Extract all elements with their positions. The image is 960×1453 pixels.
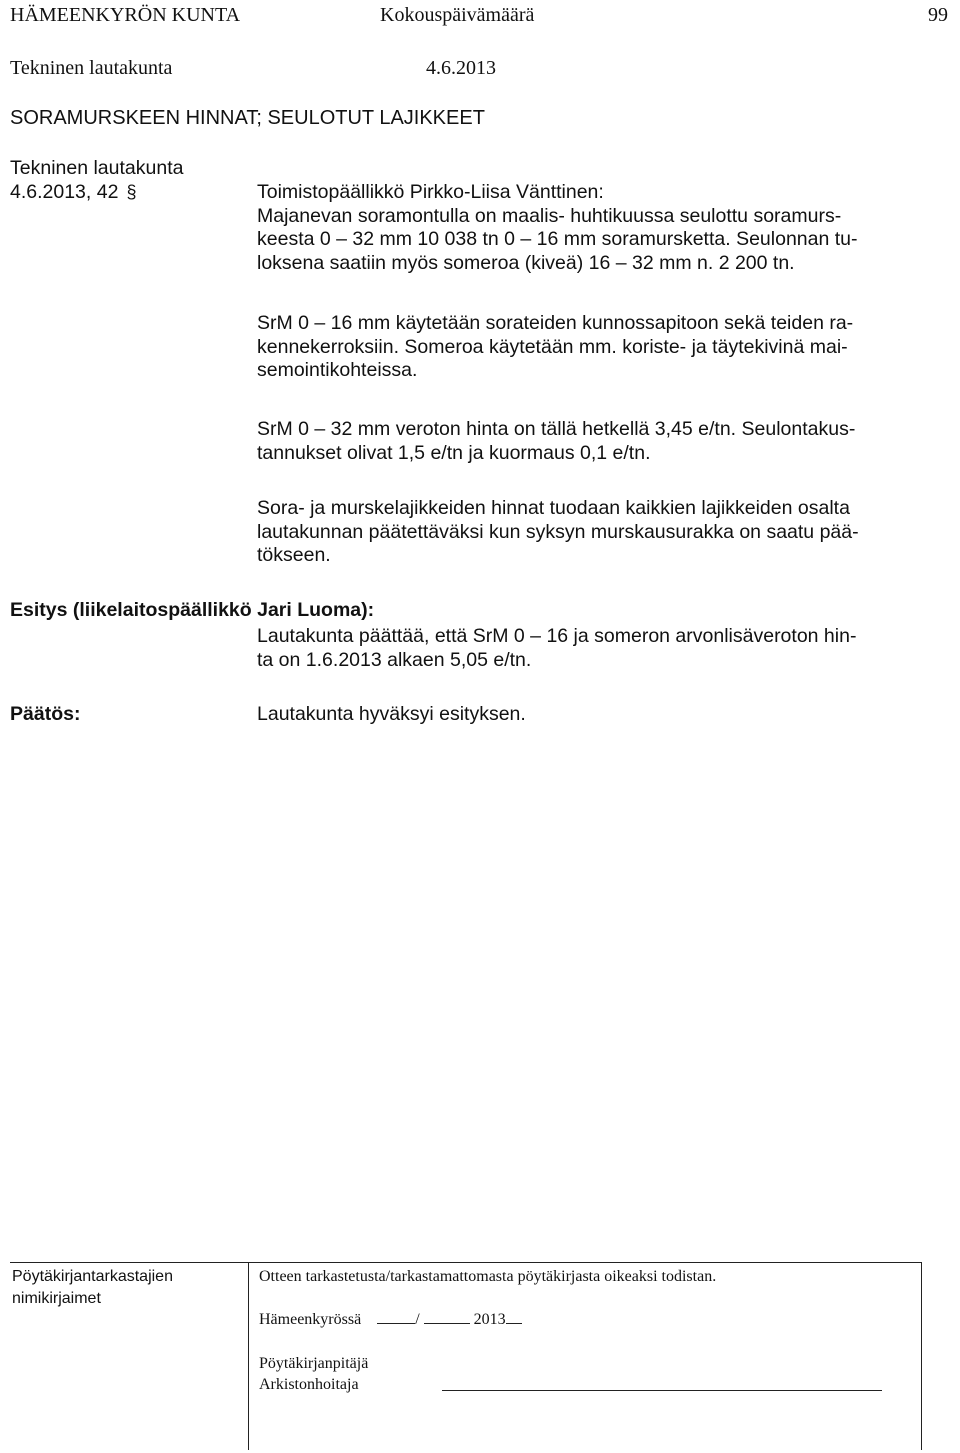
year-suffix-blank[interactable] bbox=[506, 1309, 522, 1324]
inspectors-initials-label-line1: Pöytäkirjantarkastajien bbox=[12, 1268, 173, 1285]
text-line: tökseen. bbox=[257, 544, 331, 566]
section-committee: Tekninen lautakunta bbox=[10, 157, 184, 179]
paragraph-future-prices bbox=[257, 497, 957, 568]
text-line: kennekerroksiin. Someroa käytetään mm. koriste- ja täytekivinä mai- bbox=[257, 335, 848, 358]
proposal-text bbox=[257, 625, 957, 672]
date-slash: / bbox=[415, 1311, 420, 1328]
paragraph-usage bbox=[257, 312, 957, 383]
text-line: tannukset olivat 1,5 e/tn ja kuormaus 0,1 e/tn. bbox=[257, 441, 651, 464]
section-ref-text: 4.6.2013, 42 bbox=[10, 181, 119, 203]
text-line: SrM 0 – 32 mm veroton hinta on tällä hetkellä 3,45 e/tn. Seulontakus- bbox=[257, 418, 856, 440]
text-line: Majanevan soramontulla on maalis- huhtikuussa seulottu soramurs- bbox=[257, 204, 842, 227]
text-line: semointikohteissa. bbox=[257, 359, 418, 381]
text-line: Lautakunta päättää, että SrM 0 – 16 ja someron arvonlisäveroton hin- bbox=[257, 625, 857, 647]
text-line: SrM 0 – 16 mm käytetään sorateiden kunnossapitoon sekä teiden ra- bbox=[257, 312, 854, 334]
text-line: Toimistopäällikkö Pirkko-Liisa Vänttinen: bbox=[257, 181, 604, 203]
certification-text: Otteen tarkastetusta/tarkastamattomasta pöytäkirjasta oikeaksi todistan. bbox=[259, 1268, 717, 1285]
role-archivist: Arkistonhoitaja bbox=[259, 1376, 359, 1393]
text-line: Sora- ja murskelajikkeiden hinnat tuodaan kaikkien lajikkeiden osalta bbox=[257, 497, 850, 519]
paragraph-price bbox=[257, 418, 957, 465]
proposal-label: Esitys (liikelaitospäällikkö Jari Luoma): bbox=[10, 599, 375, 621]
signature-box-divider bbox=[248, 1263, 249, 1450]
year-text: 2013 bbox=[473, 1311, 506, 1328]
meeting-date: 4.6.2013 bbox=[426, 57, 496, 79]
paragraph-intro bbox=[257, 181, 957, 275]
decision-text: Lautakunta hyväksyi esityksen. bbox=[257, 703, 526, 725]
text-line: ta on 1.6.2013 alkaen 5,05 e/tn. bbox=[257, 648, 532, 671]
text-line: lautakunnan päätettäväksi kun syksyn murskausurakka on saatu pää- bbox=[257, 520, 859, 543]
place-name: Hämeenkyrössä bbox=[259, 1311, 362, 1328]
month-blank[interactable] bbox=[424, 1309, 470, 1324]
text-line: keesta 0 – 32 mm 10 038 tn 0 – 16 mm soramursketta. Seulonnan tu- bbox=[257, 228, 858, 250]
page-number: 99 bbox=[928, 4, 948, 26]
municipality-name: HÄMEENKYRÖN KUNTA bbox=[10, 4, 241, 26]
section-title: SORAMURSKEEN HINNAT; SEULOTUT LAJIKKEET bbox=[10, 107, 485, 129]
text-line: loksena saatiin myös someroa (kiveä) 16 – 32 mm n. 2 200 tn. bbox=[257, 251, 795, 274]
place-date-line bbox=[259, 1309, 522, 1330]
signature-line[interactable] bbox=[442, 1390, 882, 1391]
committee-name: Tekninen lautakunta bbox=[10, 57, 173, 79]
section-sign-icon: § bbox=[126, 182, 137, 202]
decision-label: Päätös: bbox=[10, 703, 81, 725]
section-reference bbox=[10, 181, 136, 205]
day-blank[interactable] bbox=[377, 1309, 415, 1324]
signature-box bbox=[10, 1262, 922, 1450]
document-type: Kokouspäivämäärä bbox=[380, 4, 535, 26]
role-minutes-keeper: Pöytäkirjanpitäjä bbox=[259, 1355, 369, 1372]
inspectors-initials-label-line2: nimikirjaimet bbox=[12, 1290, 101, 1307]
